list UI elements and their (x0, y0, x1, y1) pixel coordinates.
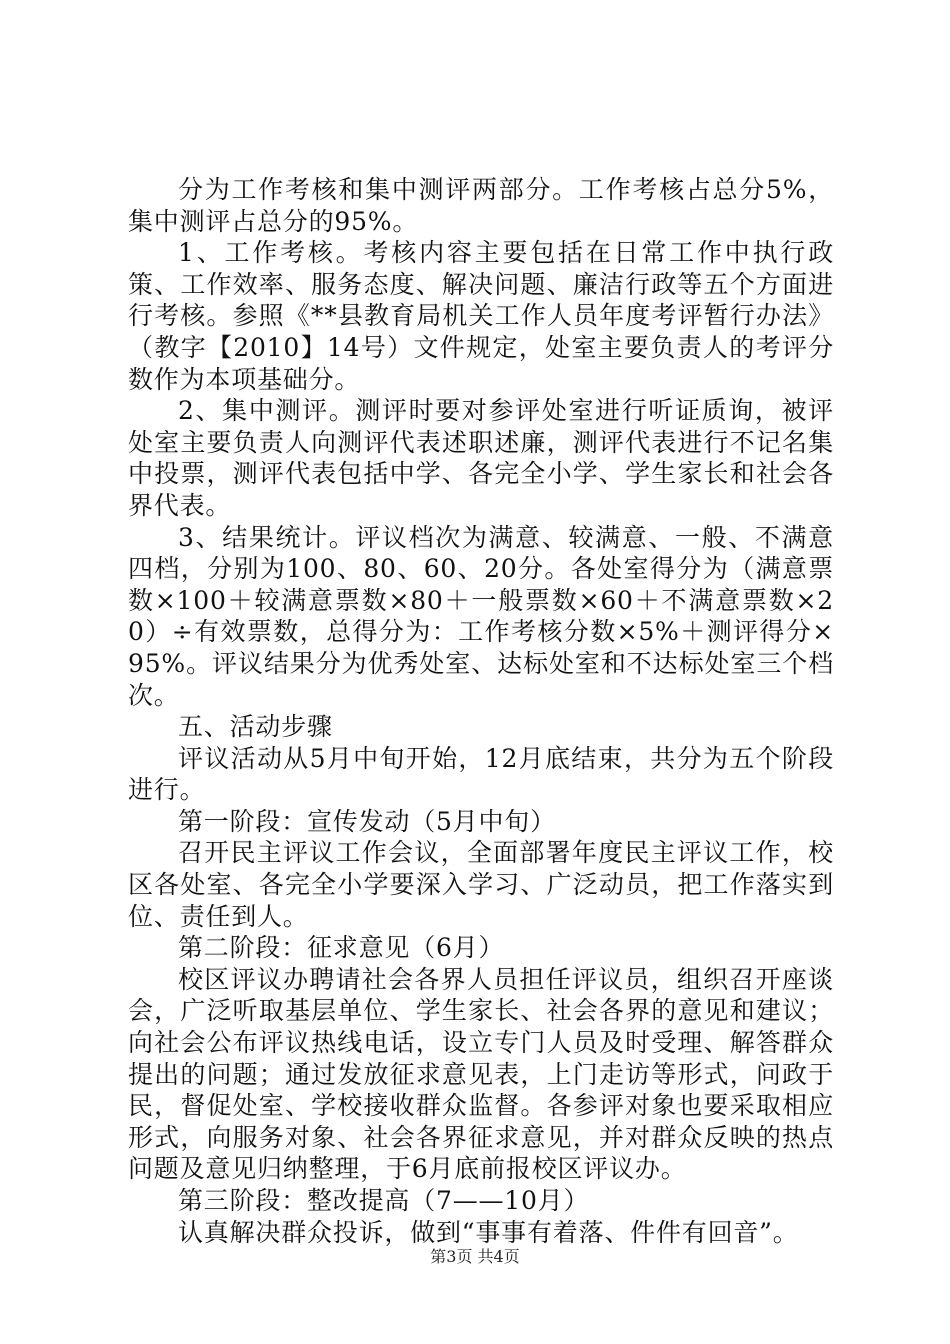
section-heading-activity-steps: 五、活动步骤 (178, 712, 333, 742)
paragraph-work-assessment: 1、工作考核。考核内容主要包括在日常工作中执行政策、工作效率、服务态度、解决问题、廉洁行政等五个方面进行考核。参照《**县教育局机关工作人员年度考评暂行办法》（教字【2010】14号）文件规定，处室主要负责人的考评分数作为本项基础分。 (128, 238, 834, 394)
stage-heading-3: 第三阶段：整改提高（7——10月） (178, 1186, 590, 1215)
paragraph-intro: 分为工作考核和集中测评两部分。工作考核占总分5%，集中测评占总分的95%。 (128, 175, 834, 236)
paragraph-stage-1: 召开民主评议工作会议，全面部署年度民主评议工作，校区各处室、各完全小学要深入学习、广泛动员，把工作落实到位、责任到人。 (128, 838, 834, 931)
page-number-footer: 第3页 共4页 (430, 1247, 520, 1266)
paragraph-stage-3: 认真解决群众投诉，做到“事事有着落、件件有回音”。 (178, 1217, 799, 1247)
paragraph-stage-2: 校区评议办聘请社会各界人员担任评议员，组织召开座谈会，广泛听取基层单位、学生家长、社会各界的意见和建议；向社会公布评议热线电话，设立专门人员及时受理、解答群众提出的问题；通过发放征求意见表，上门走访等形式，问政于民，督促处室、学校接收群众监督。各参评对象也要采取相应形式，向服务对象、社会各界征求意见，并对群众反映的热点问题及意见归纳整理，于6月底前报校区评议办。 (128, 964, 834, 1184)
stage-heading-1: 第一阶段：宣传发动（5月中旬） (178, 806, 556, 836)
paragraph-centralized-evaluation: 2、集中测评。测评时要对参评处室进行听证质询，被评处室主要负责人向测评代表述职述廉，测评代表进行不记名集中投票，测评代表包括中学、各完全小学、学生家长和社会各界代表。 (128, 396, 834, 520)
paragraph-result-statistics: 3、结果统计。评议档次为满意、较满意、一般、不满意四档，分别为100、80、60、20分。各处室得分为（满意票数×100＋较满意票数×80＋一般票数×60＋不满意票数×20）÷有效票数，总得分为：工作考核分数×5%＋测评得分×95%。评议结果分为优秀处室、达标处室和不达标处室三个档次。 (128, 522, 834, 710)
stage-heading-2: 第二阶段：征求意见（6月） (178, 933, 505, 963)
document-body (128, 174, 834, 1248)
paragraph-activity-schedule: 评议活动从5月中旬开始，12月底结束，共分为五个阶段进行。 (128, 743, 834, 805)
